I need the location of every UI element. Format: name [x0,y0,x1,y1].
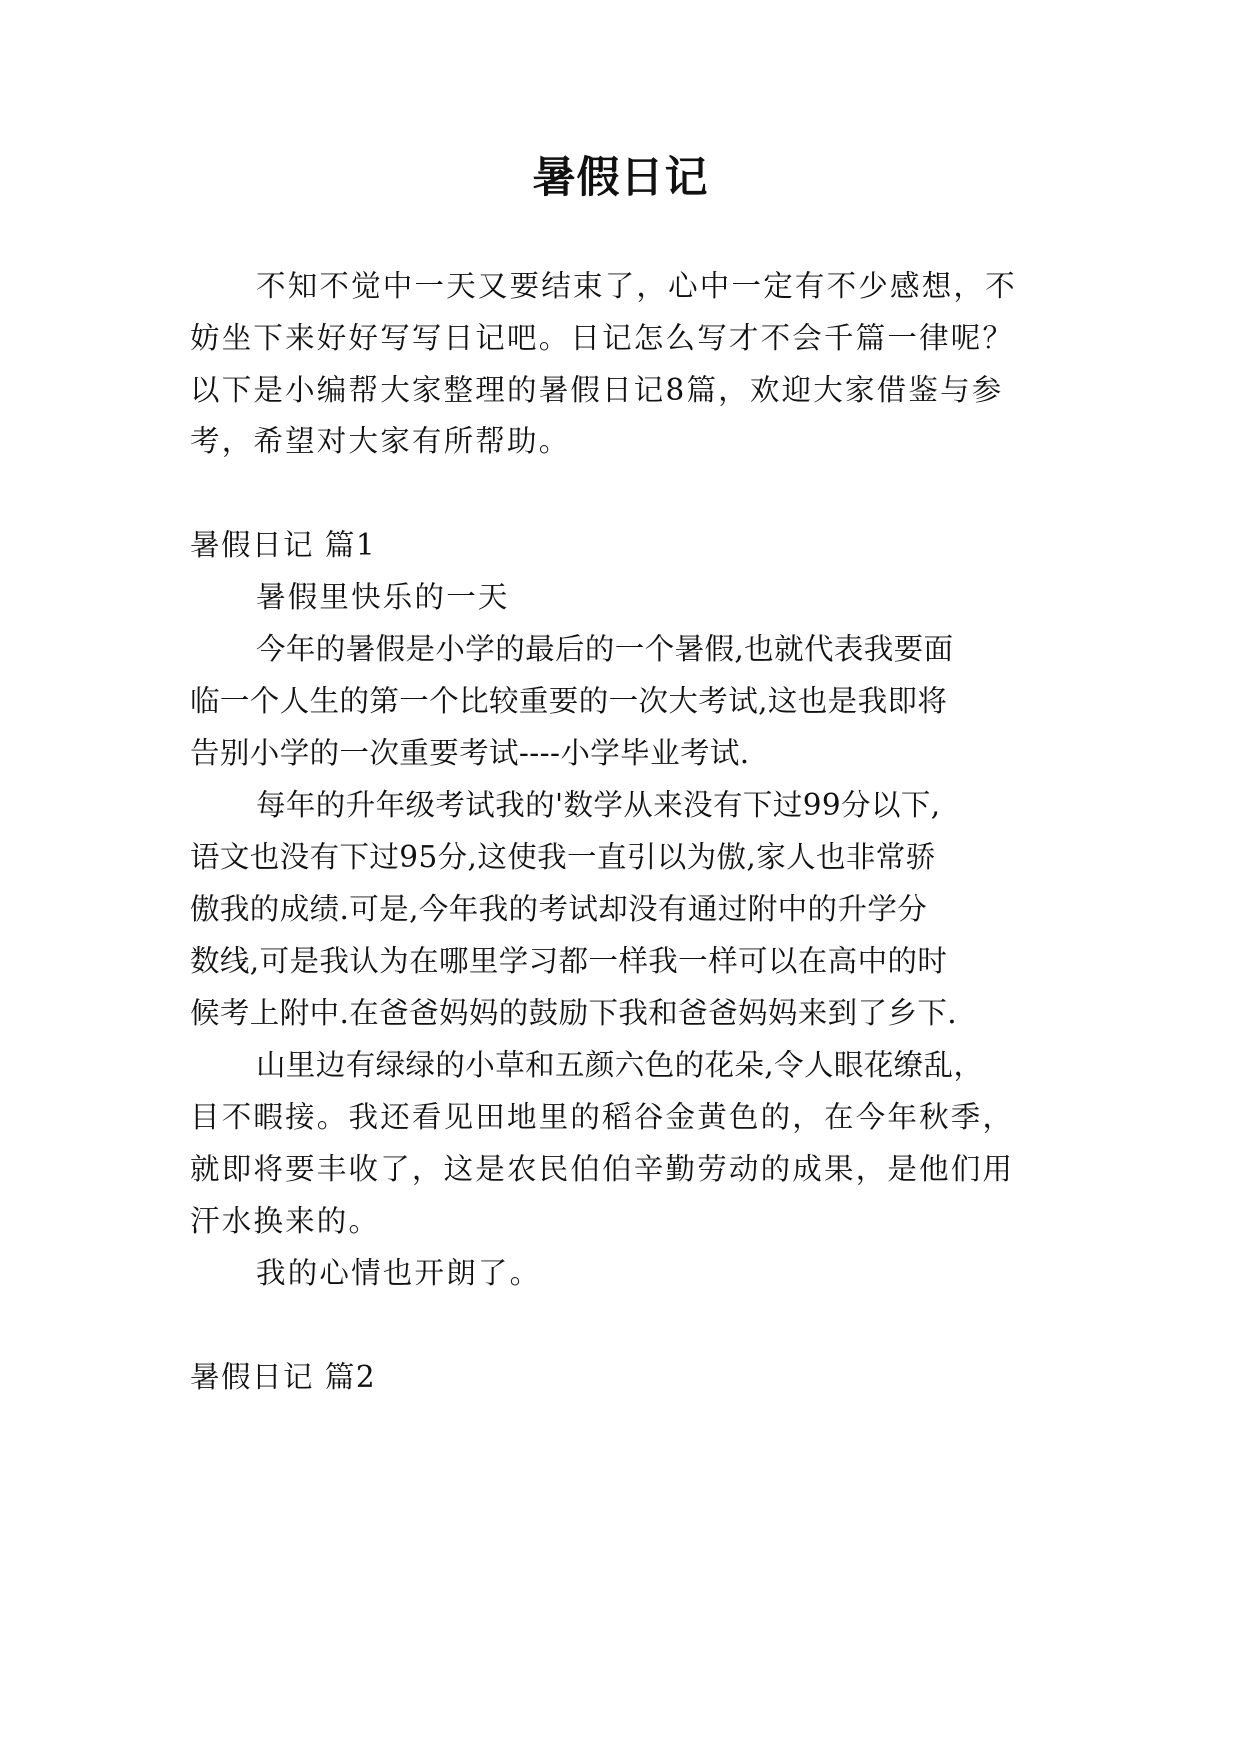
paragraph-line: 告别小学的一次重要考试----小学毕业考试. [190,736,750,770]
paragraph-line: 目不暇接。我还看见田地里的稻谷金黄色的，在今年秋季， [190,1100,1015,1134]
paragraph-line: 候考上附中.在爸爸妈妈的鼓励下我和爸爸妈妈来到了乡下. [190,996,958,1030]
paragraph-line: 每年的升年级考试我的'数学从来没有下过99分以下, [256,788,941,822]
paragraph-line: 山里边有绿绿的小草和五颜六色的花朵,令人眼花缭乱， [256,1048,984,1082]
paragraph-line: 汗水换来的。 [190,1204,381,1238]
intro-line: 妨坐下来好好写写日记吧。日记怎么写才不会千篇一律呢？ [190,321,1015,355]
diary-subtitle: 暑假里快乐的一天 [256,580,510,614]
section-heading: 暑假日记 篇1 [190,528,377,562]
paragraph-line: 就即将要丰收了，这是农民伯伯辛勤劳动的成果，是他们用 [190,1152,1015,1186]
paragraph-line: 临一个人生的第一个比较重要的一次大考试,这也是我即将 [190,684,948,718]
intro-line: 以下是小编帮大家整理的暑假日记8篇，欢迎大家借鉴与参 [190,373,1004,407]
paragraph-line: 语文也没有下过95分,这使我一直引以为傲,家人也非常骄 [190,840,936,874]
paragraph-line: 我的心情也开朗了。 [256,1256,542,1290]
paragraph-line: 傲我的成绩.可是,今年我的考试却没有通过附中的升学分 [190,892,928,926]
section-heading: 暑假日记 篇2 [190,1360,377,1394]
paragraph-line: 数线,可是我认为在哪里学习都一样我一样可以在高中的时 [190,944,948,978]
document-title: 暑假日记 [532,153,709,203]
paragraph-line: 今年的暑假是小学的最后的一个暑假,也就代表我要面 [256,632,954,666]
intro-line: 考，希望对大家有所帮助。 [190,424,571,458]
intro-line: 不知不觉中一天又要结束了，心中一定有不少感想，不 [256,269,1017,303]
